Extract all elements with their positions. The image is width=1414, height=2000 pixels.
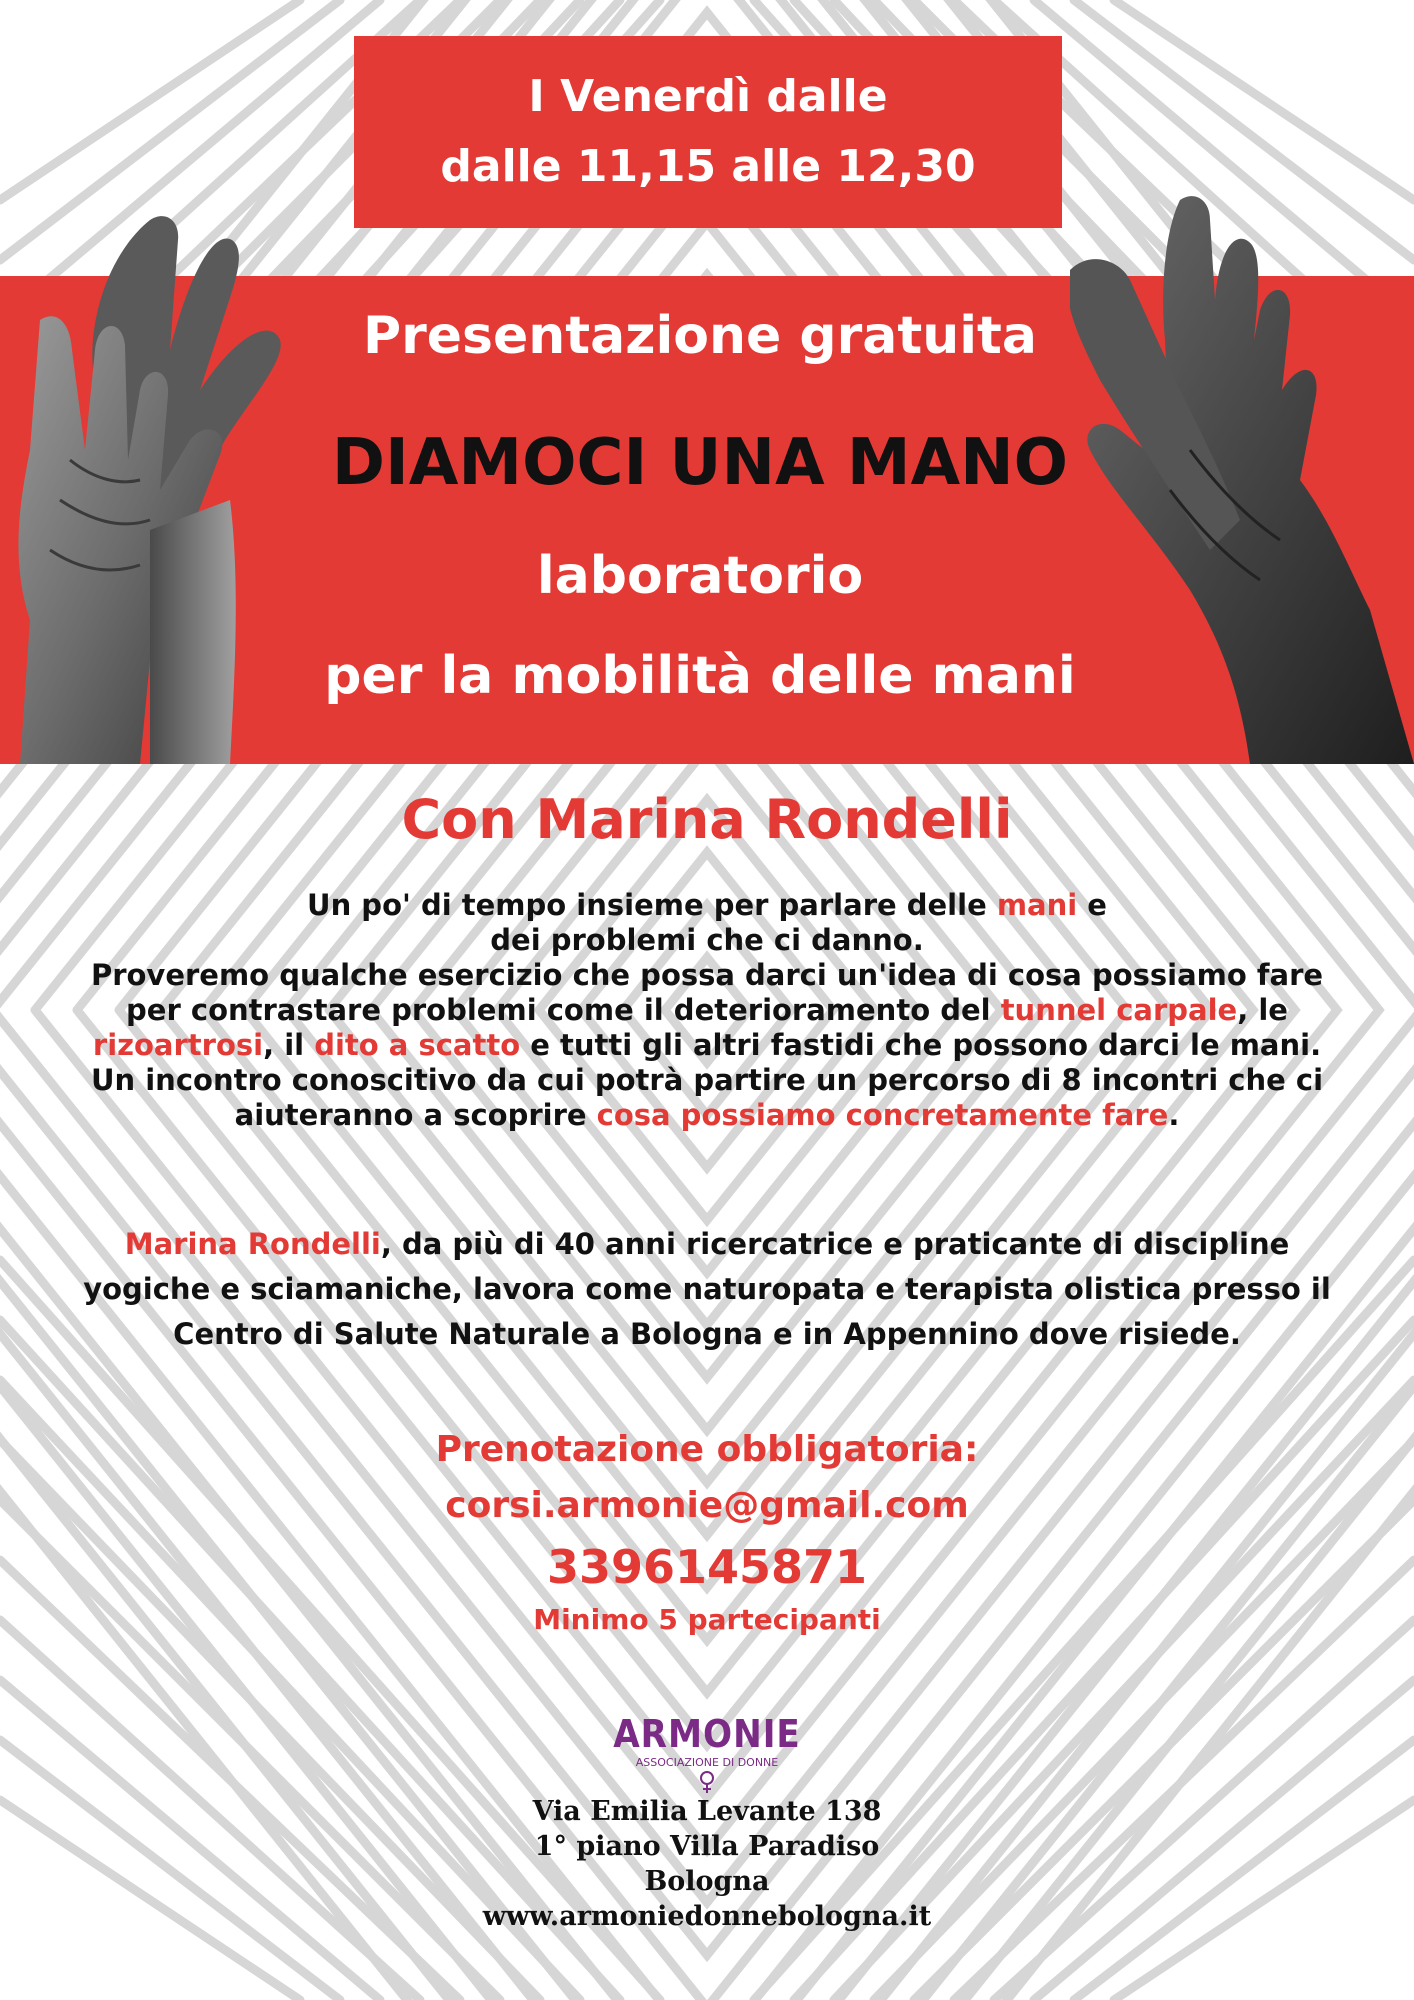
booking-email[interactable]: corsi.armonie@gmail.com	[445, 1485, 969, 1526]
bio-name: Marina Rondelli	[124, 1227, 381, 1261]
address-block	[0, 1794, 1414, 1934]
intro-line-3: Proveremo qualche esercizio che possa darci un'idea di cosa possiamo fare per contrastare problemi come il deterioramento del tunnel carpale, le rizoartrosi, il dito a scatto e tutti gli altri fastidi che possono darci le mani.	[90, 958, 1324, 1062]
booking-minimum: Minimo 5 partecipanti	[533, 1603, 881, 1636]
banner-text-group	[300, 276, 1100, 764]
folded-hands-image	[1070, 190, 1414, 764]
intro-paragraph	[60, 888, 1354, 1133]
booking-section	[0, 1424, 1414, 1642]
presentation-heading: Presentazione gratuita	[362, 306, 1038, 366]
event-subtitle-lab: laboratorio	[536, 546, 864, 606]
event-subtitle-mobility: per la mobilità delle mani	[324, 646, 1076, 706]
intro-line-1: Un po' di tempo insieme per parlare delle mani e	[307, 888, 1107, 922]
schedule-line-2: dalle 11,15 alle 12,30	[440, 141, 976, 192]
bio-text: , da più di 40 anni ricercatrice e praticante di discipline yogiche e sciamaniche, lavora come naturopata e terapista olistica presso il Centro di Salute Naturale a Bologna e in Appennino dove risiede.	[83, 1227, 1331, 1351]
open-palms-hands-image	[0, 200, 340, 764]
booking-phone[interactable]: 3396145871	[546, 1540, 868, 1594]
website-link[interactable]: www.armoniedonnebologna.it	[482, 1901, 932, 1932]
instructor-heading: Con Marina Rondelli	[401, 788, 1013, 851]
armonie-logo	[600, 1712, 814, 1798]
booking-label: Prenotazione obbligatoria:	[435, 1429, 979, 1470]
female-symbol-icon	[697, 1770, 717, 1794]
schedule-line-1: I Venerdì dalle	[528, 71, 888, 122]
address-city: Bologna	[644, 1866, 770, 1897]
address-street: Via Emilia Levante 138	[532, 1796, 882, 1827]
intro-line-2: dei problemi che ci danno.	[490, 923, 924, 957]
intro-line-4: Un incontro conoscitivo da cui potrà partire un percorso di 8 incontri che ci aiuteranno a scoprire cosa possiamo concretamente fare.	[90, 1063, 1324, 1132]
bio-paragraph	[60, 1222, 1354, 1357]
logo-name: ARMONIE	[613, 1712, 801, 1756]
logo-subtitle: ASSOCIAZIONE DI DONNE	[635, 1756, 779, 1769]
event-title: DIAMOCI UNA MANO	[331, 426, 1069, 500]
address-floor: 1° piano Villa Paradiso	[534, 1831, 880, 1862]
schedule-box	[354, 36, 1062, 228]
